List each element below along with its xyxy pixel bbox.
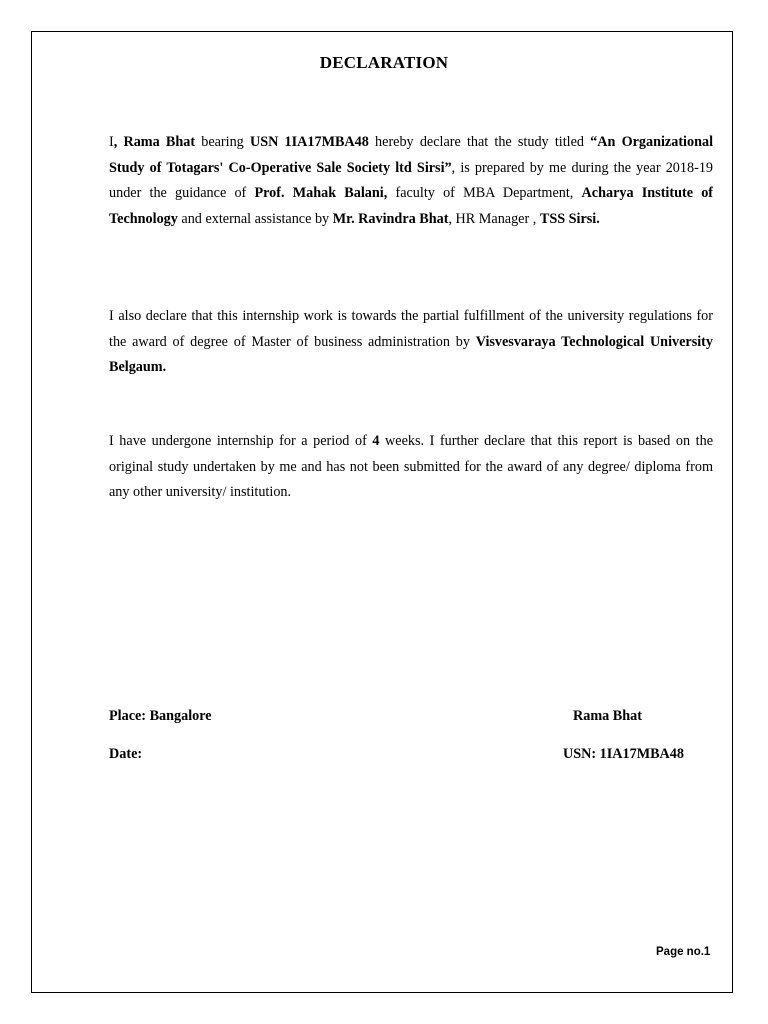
text-segment: bearing [195,134,250,150]
text-segment: hereby declare that the study titled [368,134,591,150]
text-segment: I [109,134,114,150]
page-number: Page no.1 [656,946,711,958]
date-label: Date: [109,746,143,762]
signature-usn: USN: 1IA17MBA48 [563,746,684,762]
text-segment: , HR Manager , [448,210,540,227]
organization-name: TSS Sirsi. [539,210,600,227]
declaration-paragraph-2 [109,304,713,381]
university-name: Visvesvaraya Technological University Belgaum. [109,333,713,375]
document-title: DECLARATION [319,53,449,72]
declaration-paragraph-1 [109,130,713,232]
declaration-paragraph-3 [109,429,713,506]
institute-name: Acharya Institute of Technology [109,185,714,227]
signature-name: Rama Bhat [573,708,642,724]
text-segment: I also declare that this internship work is towards the partial fulfillment of the university regulations for the award of degree of Master of business administration by [109,308,713,350]
student-usn: USN 1IA17MBA48 [249,134,369,150]
text-segment: faculty of MBA Department, [387,185,582,201]
student-name: , Rama Bhat [113,134,196,150]
text-segment: and external assistance by [177,210,333,227]
external-guide-name: Mr. Ravindra Bhat [332,210,449,227]
guide-name: Prof. Mahak Balani, [254,185,388,201]
place-label: Place: Bangalore [109,708,212,724]
internship-weeks: 4 [372,433,380,449]
text-segment: weeks. I further declare that this report is based on the original study undertaken by me and has not been submitted for the award of any degree/ diploma from any other university/ institution. [109,433,713,500]
study-title: “An Organizational Study of Totagars' Co-Operative Sale Society ltd Sirsi” [109,134,714,176]
text-segment: I have undergone internship for a period of [109,433,373,449]
text-segment: , is prepared by me during the year 2018-19 under the guidance of [109,159,713,201]
